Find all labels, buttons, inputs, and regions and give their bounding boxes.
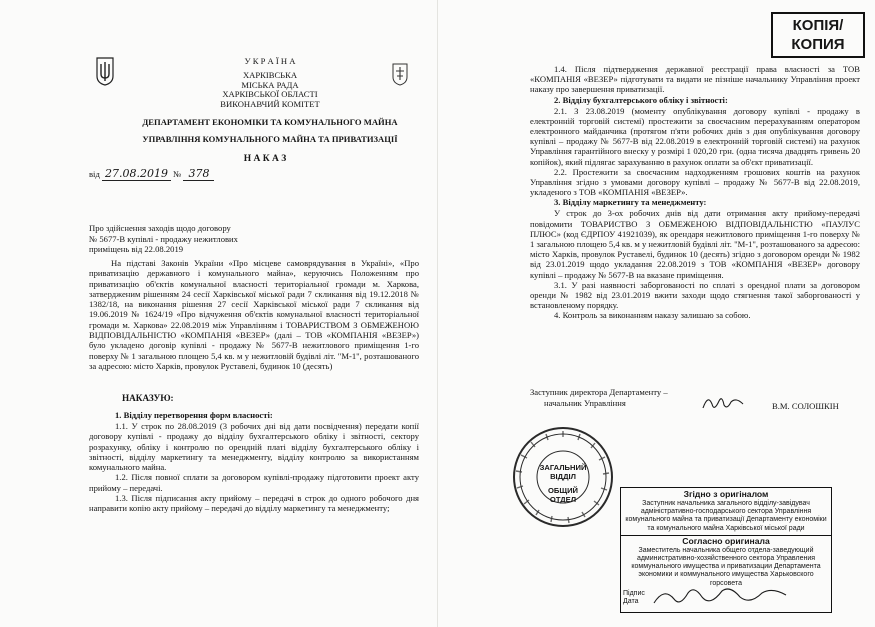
left-column-sections — [89, 410, 419, 514]
section-heading: 2. Відділу бухгалтерського обліку і звітності: — [554, 94, 728, 105]
preamble-paragraph: На підставі Законів України «Про місцеве самоврядування в Україні», «Про приватизацію державного і комунального майна», керуючись Положенням про приватизацію об'єктів комунальної власності територіальної громади м. Харкова, затвердженим рішенням 24 сесії Харківської міської ради 7 скликання від 19.12.2018 № 1382/18, на виконання рішення 27 сесії Харківської міської ради 7 скликання від 19.06.2019 № 1624/19 «Про відчуження об'єктів комунальної власності територіальної громади м. Харкова» 22.08.2019 між Управлінням і ТОВАРИСТВОМ З ОБМЕЖЕНОЮ ВІДПОВІДАЛЬНІСТЮ «КОМПАНІЯ «ВЕЗЕР» (далі – ТОВ «КОМПАНІЯ «ВЕЗЕР») було укладено договір купівлі - продажу № 5677-В нежитлового приміщення 1-го поверху № 1 загальною площею 5,4 кв. м у нежитловій будівлі літ. "М-1", розташованого за адресою: місто Харків, провулок Руставелі, будинок 10 (десять) — [89, 258, 419, 371]
subject-line: № 5677-В купівлі - продажу нежитлових — [89, 233, 238, 244]
seal-text-line: ЗАГАЛЬНИЙ — [539, 463, 587, 472]
country-name: У К Р А Ї Н А — [244, 56, 296, 66]
cert-date-label: Дата — [623, 598, 639, 606]
right-column-sections — [530, 64, 860, 321]
section-paragraph: 3.1. У разі наявності заборгованості по сплаті з орендної плати за договором оренди № 1982 від 23.01.2019 вжити заходи щодо стягнення такої заборгованості у встановленому порядку. — [530, 279, 860, 311]
order-date: 27.08.2019 — [102, 167, 171, 181]
trident-emblem-icon — [95, 56, 115, 86]
cert-body-ua: Заступник начальника загального відділу-завідувач адміністративно-господарського сектора Управління комунального майна та приватизації Департаменту економіки та комунального майна Харківської міської ради — [625, 500, 827, 532]
region-line: ХАРКІВСЬКОЇ ОБЛАСТІ — [222, 89, 318, 99]
signatory-name: В.М. СОЛОШКІН — [772, 401, 839, 411]
date-prefix: від — [89, 169, 100, 179]
section-paragraph: 1.2. Після повної сплати за договором купівлі-продажу підготовити проект акту прийому – передачі. — [89, 472, 419, 493]
cert-body-ru: Заместитель начальника общего отдела-заведующий административно-хозяйственного сектора Управления коммунального имущества и приватизации Департамента экономики и коммунального имущества Харьковского горсовета — [631, 546, 821, 587]
copy-stamp-line: КОПИЯ — [791, 36, 845, 53]
section-paragraph: 2.2. Простежити за своєчасним надходженням грошових коштів на рахунок Управління згідно з умовами договору купівлі – продажу № 5677-В від 22.08.2019, укладеного з ТОВ «КОМПАНІЯ «ВЕЗЕР». — [530, 166, 860, 198]
region-line: МІСЬКА РАДА — [241, 79, 299, 90]
number-prefix: № — [173, 169, 182, 179]
subject-line: Про здійснення заходів щодо договору — [89, 223, 231, 233]
region-lines — [150, 71, 390, 109]
position-line: начальник Управління — [544, 397, 626, 408]
department-name: ДЕПАРТАМЕНТ ЕКОНОМІКИ ТА КОМУНАЛЬНОГО МАЙНА — [142, 117, 398, 127]
certification-signature — [650, 583, 790, 611]
section-paragraph: 1.3. Після підписання акту прийому – передачі в строк до одного робочого дня направити копію акту прийому – передачі до відділу маркетингу та менеджменту; — [89, 493, 419, 514]
signatory-position — [530, 387, 668, 408]
handwritten-signature — [700, 392, 746, 416]
section-paragraph: У строк до 3-ох робочих днів від дати отримання акту прийому-передачі повідомити ТОВАРИСТВО З ОБМЕЖЕНОЮ ВІДПОВІДАЛЬНІСТЮ «ПАУЛУС ПЛЮС» (код ЄДРПОУ 41921039), як орендаря нежитлового приміщення 1-го поверху № 1 загальною площею 5,4 кв. м у нежитловій будівлі літ. "М-1", розташованого за адресою: місто Харків, провулок Руставелі, будинок 10 (десять) згідно з договором оренди № 1982 від 23.01.2019 щодо укладання 22.08.2019 з ТОВ «КОМПАНІЯ «ВЕЗЕР» договору купівлі – продажу № 5677-В на вказане приміщення. — [530, 208, 860, 280]
order-number: 378 — [183, 167, 214, 181]
section-paragraph: 2.1. З 23.08.2019 (моменту опублікування договору купівлі - продажу в електронній торговій системі) простежити за своєчасним перерахуванням оператором електронного майданчика (протягом п'яти робочих днів з дня опублікування договору купівлі – продажу № 5677-В від 22.08.2019 в електронній торговій системі) на рахунок Управління гарантійного внеску у розмірі 1 020,20 грн. (одна тисяча двадцять гривень 20 копійок), який підлягає зарахуванню в рахунок оплати за об'єкт приватизації. — [530, 105, 860, 167]
section-paragraph: 1.4. Після підтвердження державної реєстрації права власності за ТОВ «КОМПАНІЯ «ВЕЗЕР» підготувати та видати не пізніше начальнику Управління проект наказу про завершення приватизації. — [530, 64, 860, 95]
copy-stamp — [771, 12, 865, 58]
order-heading: НАКАЗУЮ: — [122, 393, 174, 403]
section-heading: 1. Відділу перетворення форм власності: — [115, 410, 273, 420]
order-date-number — [89, 168, 214, 180]
region-line: ВИКОНАВЧИЙ КОМІТЕТ — [220, 98, 320, 109]
seal-text-line: ОБЩИЙ ОТДЕЛ — [547, 486, 579, 504]
cert-title-ru: Согласно оригинала — [621, 535, 831, 547]
section-paragraph: 1.1. У строк по 28.08.2019 (3 робочих дні від дати посвідчення) передати копії договору купівлі - продажу до відділу бухгалтерського обліку і звітності, сектору розрахунку, обліку і контролю по орендній платі відділу бухгалтерського обліку і звітності, відділу маркетингу та менеджменту, відділу контролю за використанням комунального майна. — [89, 421, 419, 473]
region-line: ХАРКІВСЬКА — [242, 70, 298, 80]
order-subject — [89, 223, 238, 255]
section-heading: 3. Відділу маркетингу та менеджменту: — [554, 197, 707, 208]
position-line: Заступник директора Департаменту – — [530, 387, 668, 397]
copy-stamp-line: КОПІЯ/ — [792, 17, 844, 34]
seal-text-line: ВІДДІЛ — [550, 471, 576, 481]
section-paragraph: 4. Контроль за виконанням наказу залишаю за собою. — [554, 310, 751, 321]
cert-title-ua: Згідно з оригіналом — [683, 489, 769, 499]
city-emblem-icon — [391, 62, 409, 86]
document-type: Н А К А З — [243, 154, 287, 164]
cert-sign-label: Підпис — [623, 589, 645, 597]
directorate-name: УПРАВЛІННЯ КОМУНАЛЬНОГО МАЙНА ТА ПРИВАТИЗАЦІЇ — [142, 134, 398, 144]
seal-center-text — [539, 464, 587, 504]
subject-line: приміщень від 22.08.2019 — [89, 244, 184, 254]
page-fold — [437, 0, 438, 627]
